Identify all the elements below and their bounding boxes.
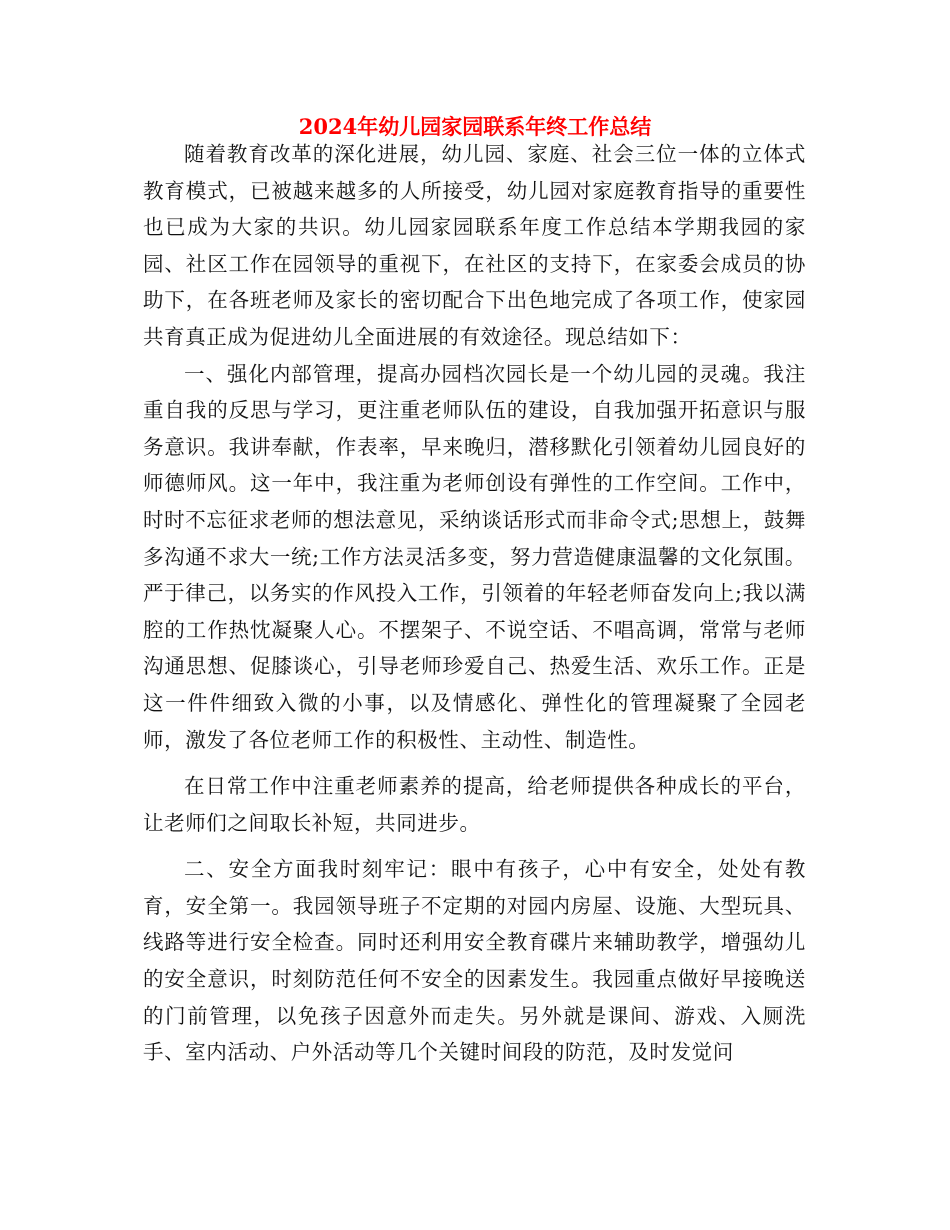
paragraph-intro: 随着教育改革的深化进展，幼儿园、家庭、社会三位一体的立体式教育模式，已被越来越多的人所接受，幼儿园对家庭教育指导的重要性也已成为大家的共识。幼儿园家园联系年度工作总结本学期我园的家园、社区工作在园领导的重视下，在社区的支持下，在家委会成员的协助下，在各班老师及家长的密切配合下出色地完成了各项工作，使家园共育真正成为促进幼儿全面进展的有效途径。现总结如下： <box>143 142 806 349</box>
document-title: 2024年幼儿园家园联系年终工作总结 <box>298 114 652 139</box>
paragraph-teacher-quality: 在日常工作中注重老师素养的提高，给老师提供各种成长的平台，让老师们之间取长补短，共同进步。 <box>143 774 806 835</box>
document-body <box>143 136 806 1071</box>
paragraph-management: 一、强化内部管理，提高办园档次园长是一个幼儿园的灵魂。我注重自我的反思与学习，更注重老师队伍的建设，自我加强开拓意识与服务意识。我讲奉献，作表率，早来晚归，潜移默化引领着幼儿园良好的师德师风。这一年中，我注重为老师创设有弹性的工作空间。工作中，时时不忘征求老师的想法意见，采纳谈话形式而非命令式;思想上，鼓舞多沟通不求大一统;工作方法灵活多变，努力营造健康温馨的文化氛围。严于律己，以务实的作风投入工作，引领着的年轻老师奋发向上;我以满腔的工作热忱凝聚人心。不摆架子、不说空话、不唱高调，常常与老师沟通思想、促膝谈心，引导老师珍爱自己、热爱生活、欢乐工作。正是这一件件细致入微的小事，以及情感化、弹性化的管理凝聚了全园老师，激发了各位老师工作的积极性、主动性、制造性。 <box>143 361 806 752</box>
paragraph-safety: 二、安全方面我时刻牢记：眼中有孩子，心中有安全，处处有教育，安全第一。我园领导班子不定期的对园内房屋、设施、大型玩具、线路等进行安全检查。同时还利用安全教育碟片来辅助教学，增强幼儿的安全意识，时刻防范任何不安全的因素发生。我园重点做好早接晚送的门前管理，以免孩子因意外而走失。另外就是课间、游戏、入厕洗手、室内活动、户外活动等几个关键时间段的防范，及时发觉问 <box>143 857 806 1065</box>
